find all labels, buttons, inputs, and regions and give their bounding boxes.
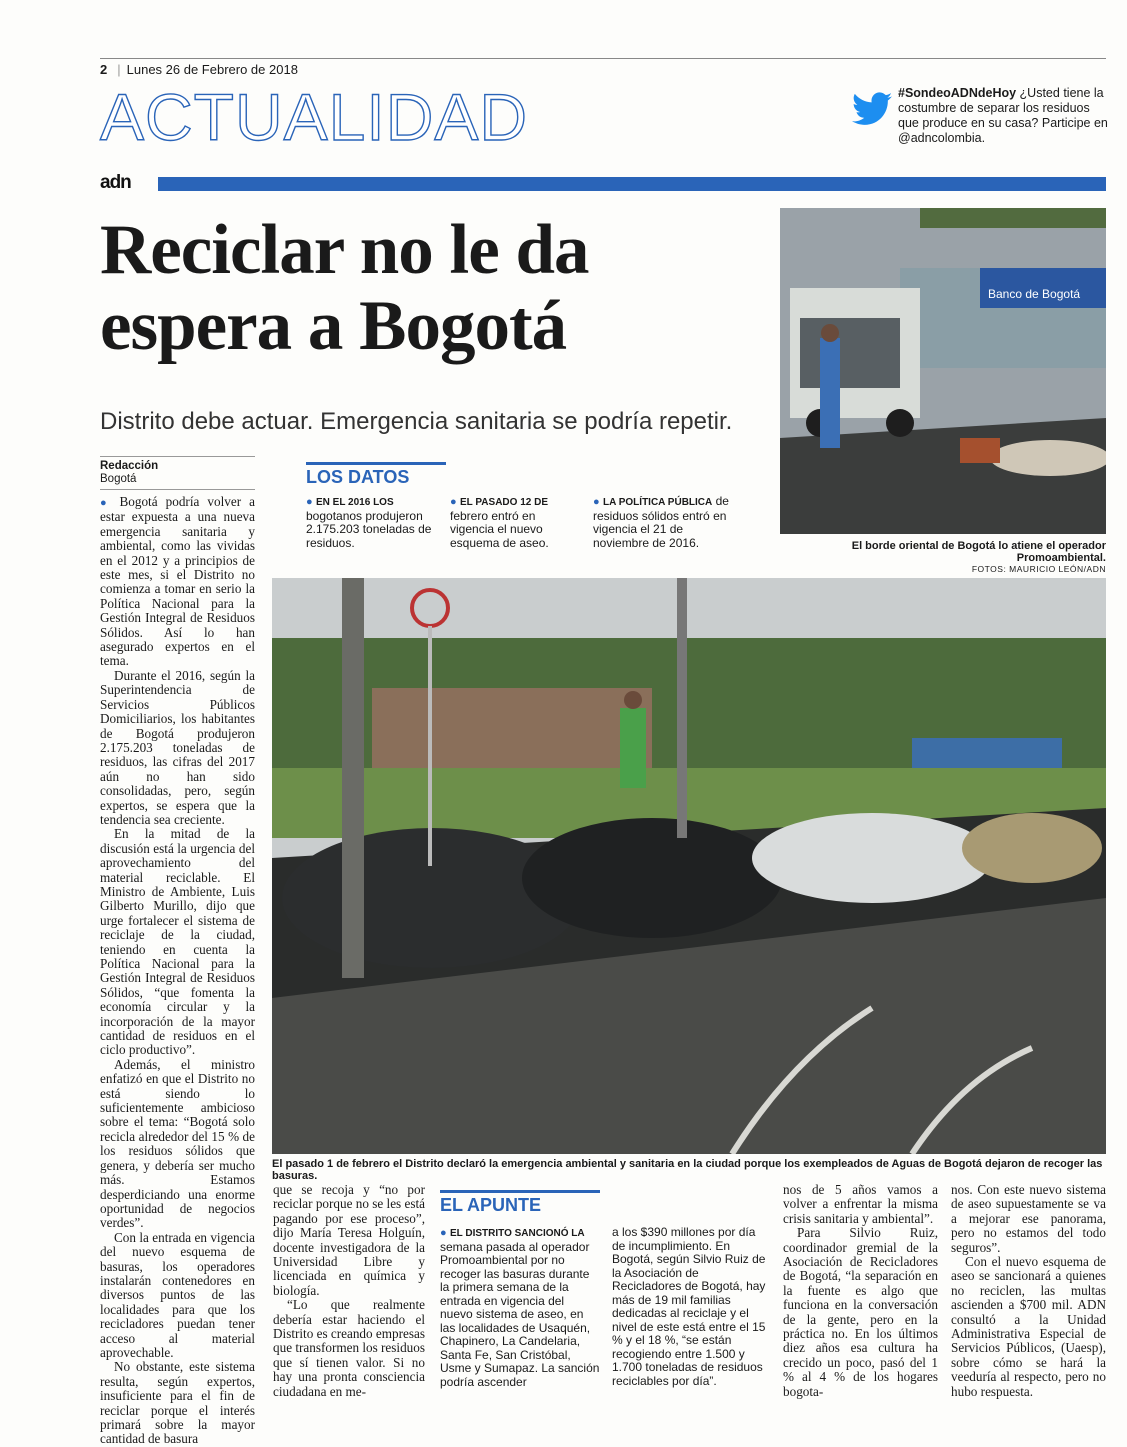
article-column-3 bbox=[783, 1183, 938, 1399]
bullet-icon: ● bbox=[450, 496, 457, 508]
top-rule bbox=[100, 58, 1106, 59]
dato-item bbox=[306, 495, 438, 550]
bank-sign: Banco de Bogotá bbox=[988, 287, 1081, 301]
brand-bar bbox=[158, 177, 1106, 191]
photo-garbage-truck bbox=[780, 208, 1106, 534]
issue-date: Lunes 26 de Febrero de 2018 bbox=[126, 62, 298, 77]
tweet-prompt bbox=[898, 86, 1113, 146]
photo-garbage-street bbox=[272, 578, 1106, 1154]
apunte-heading: EL APUNTE bbox=[440, 1190, 600, 1216]
apunte-column-1 bbox=[440, 1226, 600, 1389]
paragraph: Bogotá podría volver a estar expuesta a una nueva emergencia sanitaria y ambiental, como las vividas en el 2012 y a principios de este mes, si el Distrito no comienza a tomar en serio la Política Nacional para la Gestión Integral de Residuos Sólidos. Así lo han asegurado expertos en el tema. bbox=[100, 494, 255, 669]
headline: Reciclar no le da espera a Bogotá bbox=[100, 211, 589, 365]
paragraph: Durante el 2016, según la Superintendencia de Servicios Públicos Domiciliarios, los habitantes de Bogotá produjeron 2.175.203 toneladas de residuos, las cifras del 2017 aún no han sido consolidadas, pero, según expertos, se espera que la tendencia sea creciente. bbox=[100, 667, 255, 827]
byline-place: Bogotá bbox=[100, 473, 255, 490]
paragraph: Para Silvio Ruiz, coordinador gremial de la Asociación de Recicladores de Bogotá, “la separación en la fuente es algo que funciona en la conversación de la gente, pero en la práctica no. En los últimos diez años esa cultura ha crecido un poco, pasó del 1 % al 4 % de los hogares bogota- bbox=[783, 1225, 938, 1399]
paragraph: No obstante, este sistema resulta, según expertos, insuficiente para el fin de reciclar porque el interés primará sobre la mayor cantidad de basura bbox=[100, 1359, 255, 1447]
page-number: 2 bbox=[100, 62, 108, 77]
dato-lead: EN EL 2016 LOS bbox=[316, 497, 394, 508]
apunte-column-2: a los $390 millones por día de incumplimiento. En Bogotá, según Silvio Ruiz de la Asociación de Recicladores de Bogotá, hay más de 19 mil familias dedicadas al reciclaje y el nivel de este está entre el 15 % y el 18 %, “se están recogiendo entre 1.500 y 1.700 toneladas de residuos reciclables por día”. bbox=[612, 1225, 766, 1388]
subheadline: Distrito debe actuar. Emergencia sanitaria se podría repetir. bbox=[100, 408, 733, 435]
paragraph: “Lo que realmente debería estar haciendo el Distrito es creando empresas que transformen los residuos que sí tienen valor. Si no hay una pronta consciencia ciudadana en me- bbox=[273, 1297, 425, 1399]
paragraph: nos de 5 años vamos a volver a enfrentar la misma crisis sanitaria y ambiental”. bbox=[783, 1182, 938, 1226]
apunte-text: semana pasada al operador Promoambiental por no recoger las basuras durante la primera semana de la entrada en vigencia del nuevo sistema de aseo, en las localidades de Usaquén, Chapinero, La Candelaria, Santa Fe, San Cristóbal, Usme y Sumapaz. La sanción podría ascender bbox=[440, 1239, 600, 1389]
paragraph: nos. Con este nuevo sistema de aseo supuestamente se va a mejorar ese panorama, pero no estamos del todo seguros”. bbox=[951, 1182, 1106, 1255]
datos-heading: LOS DATOS bbox=[306, 462, 446, 488]
dato-item bbox=[450, 495, 582, 550]
byline bbox=[100, 456, 255, 490]
bullet-icon: ● bbox=[440, 1227, 447, 1239]
paragraph: Además, el ministro enfatizó en que el Distrito no está siendo lo suficientemente ambicioso sobre el tema: “Bogotá solo recicla alrededor del 15 % de los residuos sólidos que genera, y debería ser mucho más. Estamos desperdiciando una enorme oportunidad de negocios verdes”. bbox=[100, 1056, 255, 1231]
photo-credit: FOTOS: MAURICIO LEÓN/ADN bbox=[971, 564, 1106, 574]
dato-text: bogotanos produjeron 2.175.203 toneladas de residuos. bbox=[306, 508, 432, 550]
tweet-body: ¿Usted tiene la costumbre de separar los residuos que produce en su casa? Participe en @adncolombia. bbox=[898, 86, 1108, 145]
apunte-lead: EL DISTRITO SANCIONÓ LA bbox=[450, 1228, 585, 1239]
dato-item bbox=[593, 495, 733, 550]
section-title: ACTUALIDAD bbox=[100, 80, 529, 154]
bullet-icon: ● bbox=[306, 496, 313, 508]
photo2-caption: El pasado 1 de febrero el Distrito declaró la emergencia ambiental y sanitaria en la ciudad porque los exempleados de Aguas de Bogotá dejaron de recoger las basuras. bbox=[272, 1158, 1103, 1182]
paragraph: Con el nuevo esquema de aseo se sancionará a quienes no reciclen, las multas ascienden a $700 mil. ADN consultó a la Unidad Administrativa Especial de Servicios Públicos, (Uaesp), sobre cómo se hará la veeduría al respecto, pero no hubo respuesta. bbox=[951, 1254, 1106, 1399]
twitter-bird-icon bbox=[852, 92, 892, 126]
photo1-caption: El borde oriental de Bogotá lo atiene el operador Promoambiental. bbox=[851, 540, 1106, 564]
dato-text: de residuos sólidos entró en vigencia el 21 de noviembre de 2016. bbox=[593, 494, 729, 550]
bullet-icon: ● bbox=[100, 497, 112, 509]
paragraph: Con la entrada en vigencia del nuevo esquema de basuras, los operadores instalarán contenedores en diversos puntos de las localidades para que los recicladores puedan tener acceso al material aprovechable. bbox=[100, 1229, 255, 1360]
article-column-4 bbox=[951, 1183, 1106, 1399]
dato-lead: LA POLÍTICA PÚBLICA bbox=[603, 497, 713, 508]
article-column-2 bbox=[273, 1183, 425, 1399]
bullet-icon: ● bbox=[593, 496, 600, 508]
dato-text: febrero entró en vigencia el nuevo esquema de aseo. bbox=[450, 508, 549, 550]
paragraph: En la mitad de la discusión está la urgencia del aprovechamiento del material reciclable. El Ministro de Ambiente, Luis Gilberto Murillo, dijo que urge fortalecer el sistema de reciclaje de la ciudad, teniendo en cuenta la Política Nacional para la Gestión Integral de Residuos Sólidos, “que fomenta la economía circular y la incorporación de la mayor cantidad de residuos en el ciclo productivo”. bbox=[100, 826, 255, 1058]
adn-logo: adn bbox=[100, 172, 131, 193]
dato-lead: EL PASADO 12 DE bbox=[460, 497, 548, 508]
folio: 2 | Lunes 26 de Febrero de 2018 bbox=[100, 62, 298, 77]
paragraph: que se recoja y “no por reciclar porque no se les está pagando por ese proceso”, dijo María Teresa Holguín, docente investigadora de la Universidad Libre y licenciada en química y biología. bbox=[273, 1182, 425, 1298]
byline-author: Redacción bbox=[100, 460, 159, 472]
article-column-1 bbox=[100, 495, 255, 1447]
tweet-hashtag: #SondeoADNdeHoy bbox=[898, 86, 1017, 100]
